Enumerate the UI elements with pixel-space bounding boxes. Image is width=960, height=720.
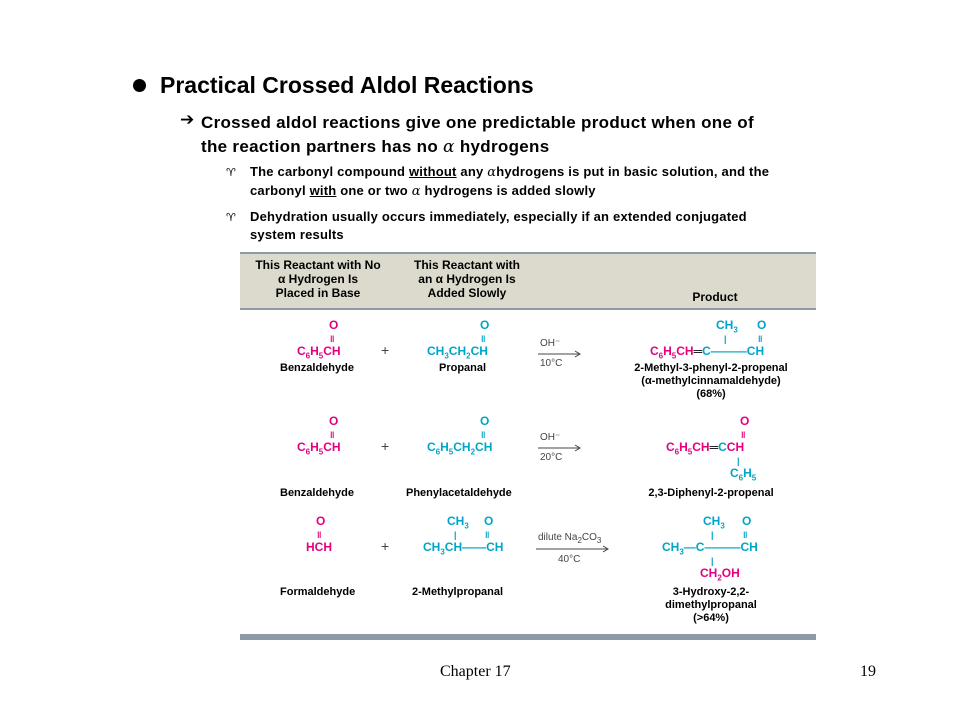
page-number: 19 xyxy=(860,663,876,680)
single-bond: | xyxy=(454,530,457,540)
double-bond: ‖ xyxy=(481,334,486,344)
reactant1-formula: $C_6H_5CH$ xyxy=(297,344,341,361)
sub-point-2 xyxy=(250,208,880,244)
header-col2-line3: Added Slowly xyxy=(427,286,507,300)
main-point-line1: Crossed aldol reactions give one predictable product when one of xyxy=(201,113,754,132)
oxygen-label: O xyxy=(480,318,490,332)
main-point-line2a: the reaction partners has no xyxy=(201,137,439,156)
condition-reagent: OH⁻ xyxy=(540,432,561,443)
product-name-line1: 3-Hydroxy-2,2- xyxy=(672,586,750,598)
table-header xyxy=(240,252,816,310)
header-col1 xyxy=(246,258,390,300)
reactant2-formula: $CH_3CH_2CH$ xyxy=(427,344,488,361)
reactant2-formula: $C_6H_5CH_2CH$ xyxy=(427,440,493,457)
condition-temperature: 20°C xyxy=(540,452,563,463)
single-bond: | xyxy=(737,456,740,466)
header-col2-line2: an α Hydrogen Is xyxy=(418,272,516,286)
header-col2 xyxy=(396,258,538,300)
oxygen-label: O xyxy=(316,514,326,528)
product-formula: $CH_3—C———CH$ xyxy=(662,540,758,557)
reactant2-methyl: $CH_3$ xyxy=(447,514,469,531)
sub-point-1-underline-with: with xyxy=(309,183,337,198)
double-bond: ‖ xyxy=(743,530,748,540)
double-bond: ‖ xyxy=(485,530,490,540)
sub-point-1-text-c: hydrogens is put in basic solution, and the xyxy=(496,164,770,179)
reactant1-name: Benzaldehyde xyxy=(280,487,354,499)
sub-bullet-icon: ♈ xyxy=(226,211,236,224)
product-hydroxymethyl: $CH_2OH$ xyxy=(700,566,740,583)
sub-bullet-icon: ♈ xyxy=(226,166,236,179)
double-bond: ‖ xyxy=(741,430,746,440)
double-bond: ‖ xyxy=(317,530,322,540)
double-bond: ‖ xyxy=(758,334,763,344)
single-bond: | xyxy=(711,556,714,566)
product-methyl: $CH_3$ xyxy=(716,318,738,335)
oxygen-label: O xyxy=(484,514,494,528)
single-bond: | xyxy=(724,334,727,344)
condition-temperature: 40°C xyxy=(558,554,581,565)
reactant1-formula: HCH xyxy=(306,540,332,554)
sub-point-2-text-a: Dehydration usually occurs immediately, especially if an extended conjugated xyxy=(250,209,747,224)
reactant1-name: Formaldehyde xyxy=(280,586,356,598)
product-oxygen: O xyxy=(757,318,767,332)
product-phenyl: $C_6H_5$ xyxy=(730,466,757,483)
product-name xyxy=(622,362,800,401)
reactant2-name: Phenylacetaldehyde xyxy=(406,487,512,499)
reaction-table xyxy=(240,252,816,640)
sub-point-1-text-a: The carbonyl compound xyxy=(250,164,406,179)
product-oxygen: O xyxy=(740,414,750,428)
product-name-line2: (α-methylcinnamaldehyde) xyxy=(641,375,781,387)
oxygen-label: O xyxy=(329,414,339,428)
main-point-line2b: hydrogens xyxy=(459,137,550,156)
header-col1-line1: This Reactant with No xyxy=(255,258,381,272)
product-name-line3: (>64%) xyxy=(693,612,729,624)
product-name: 2,3-Diphenyl-2-propenal xyxy=(648,487,774,499)
sub-point-1-text-d: carbonyl xyxy=(250,183,306,198)
sub-point-2-text-b: system results xyxy=(250,227,344,242)
product-name-line1: 2-Methyl-3-phenyl-2-propenal xyxy=(634,362,788,374)
condition-temperature: 10°C xyxy=(540,358,563,369)
reactant2-name: Propanal xyxy=(439,362,487,374)
reaction-arrow xyxy=(538,350,584,358)
single-bond: | xyxy=(711,530,714,540)
sub-point-1-text-e: one or two xyxy=(340,183,408,198)
alpha-symbol: α xyxy=(411,184,421,199)
header-col3: Product xyxy=(692,290,738,304)
header-col2-line1: This Reactant with xyxy=(413,258,520,272)
oxygen-label: O xyxy=(329,318,339,332)
reaction-arrow xyxy=(538,444,584,452)
sub-point-1 xyxy=(250,163,880,201)
sub-point-1-text-f: hydrogens is added slowly xyxy=(424,183,596,198)
header-col1-line3: Placed in Base xyxy=(275,286,361,300)
reactant1-name: Benzaldehyde xyxy=(280,362,354,374)
product-formula: $C_6H_5CH═CCH$ xyxy=(666,440,745,457)
plus-sign: + xyxy=(381,438,390,454)
condition-reagent: dilute $Na_2CO_3$ xyxy=(538,532,602,545)
product-name xyxy=(622,586,800,625)
product-name-line2: dimethylpropanal xyxy=(665,599,757,611)
double-bond: ‖ xyxy=(481,430,486,440)
reaction-arrow xyxy=(536,545,612,553)
header-col1-line2: α Hydrogen Is xyxy=(277,272,359,286)
condition-reagent: OH⁻ xyxy=(540,338,561,349)
arrow-bullet-icon: ➔ xyxy=(180,110,195,130)
product-methyl: $CH_3$ xyxy=(703,514,725,531)
double-bond: ‖ xyxy=(330,430,335,440)
reactant2-formula: $CH_3CH——CH$ xyxy=(423,540,504,557)
plus-sign: + xyxy=(381,538,390,554)
bullet-dot xyxy=(133,79,146,92)
product-oxygen: O xyxy=(742,514,752,528)
plus-sign: + xyxy=(381,342,390,358)
table-bottom-rule xyxy=(240,634,816,640)
sub-point-1-underline-without: without xyxy=(408,164,457,179)
product-formula: $C_6H_5CH═C———CH$ xyxy=(650,344,765,361)
sub-point-1-text-b: any xyxy=(460,164,484,179)
alpha-symbol: α xyxy=(443,137,455,157)
reactant1-formula: $C_6H_5CH$ xyxy=(297,440,341,457)
footer-chapter: Chapter 17 xyxy=(440,663,511,680)
product-name-line3: (68%) xyxy=(696,388,726,400)
alpha-symbol: α xyxy=(487,165,497,180)
main-point xyxy=(201,111,891,159)
slide-heading: Practical Crossed Aldol Reactions xyxy=(160,72,534,98)
double-bond: ‖ xyxy=(330,334,335,344)
oxygen-label: O xyxy=(480,414,490,428)
reactant2-name: 2-Methylpropanal xyxy=(412,586,504,598)
